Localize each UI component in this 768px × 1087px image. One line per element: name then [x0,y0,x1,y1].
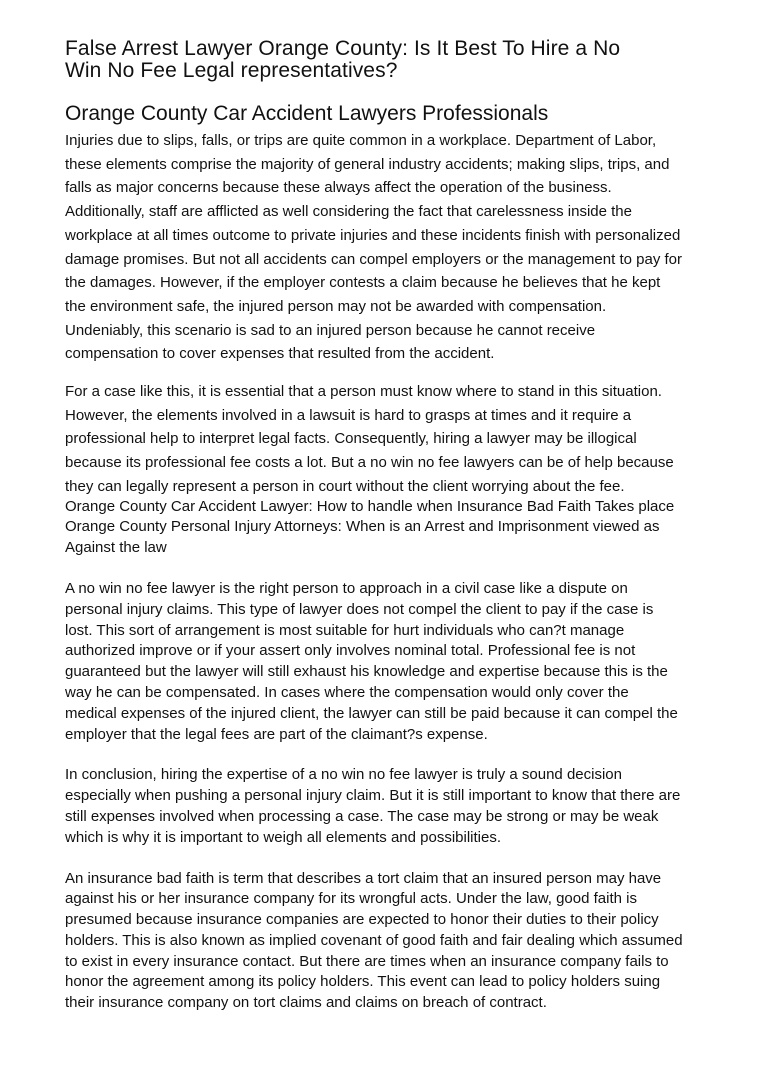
text-line: employer that the legal fees are part of the claimant?s expense. [65,725,488,743]
paragraph-case [65,380,715,499]
text-line: medical expenses of the injured client, the lawyer can still be paid because it can compel the [65,704,678,722]
text-line: damage promises. But not all accidents can compel employers or the management to pay for [65,250,682,268]
text-line: presumed because insurance companies are expected to honor their duties to their policy [65,911,659,929]
text-line: the environment safe, the injured person may not be awarded with compensation. [65,297,607,315]
text-line: against his or her insurance company for its wrongful acts. Under the law, good faith is [65,890,637,908]
text-line: For a case like this, it is essential that a person must know where to stand in this situation. [65,383,662,401]
related-link-text: Orange County Car Accident Lawyer: How to handle when Insurance Bad Faith Takes place [65,497,675,515]
document-title [65,38,715,82]
related-links [65,497,715,559]
text-line: especially when pushing a personal injury claim. But it is still important to know that there are [65,787,681,805]
text-line: their insurance company on tort claims and claims on breach of contract. [65,994,547,1012]
text-line: holders. This is also known as implied covenant of good faith and fair dealing which assumed [65,931,683,949]
paragraph-no-win-no-fee [65,579,715,745]
text-line: they can legally represent a person in court without the client worrying about the fee. [65,477,625,495]
text-line: Injuries due to slips, falls, or trips are quite common in a workplace. Department of Labor, [65,132,657,149]
text-line: which is why it is important to weigh all elements and possibilities. [65,828,502,846]
text-line: Undeniably, this scenario is sad to an injured person because he cannot receive [65,321,596,339]
document-page [65,38,715,1014]
paragraph-conclusion [65,765,715,848]
paragraph-intro [65,129,715,366]
text-line: way he can be compensated. In cases where the compensation would only cover the [65,683,629,701]
title-line: False Arrest Lawyer Orange County: Is It Best To Hire a No [65,37,621,60]
text-line: compensation to cover expenses that resulted from the accident. [65,345,495,363]
text-line: to exist in every insurance contact. But there are times when an insurance company fails to [65,952,669,970]
text-line: because its professional fee costs a lot. But a no win no fee lawyers can be of help because [65,454,674,472]
text-line: workplace at all times outcome to private injuries and these incidents finish with personalized [65,226,681,244]
text-line: lost. This sort of arrangement is most suitable for hurt individuals who can?t manage [65,621,625,639]
text-line: personal injury claims. This type of lawyer does not compel the client to pay if the case is [65,600,654,618]
text-line: still expenses involved when processing a case. The case may be strong or may be weak [65,807,659,825]
paragraph-bad-faith [65,869,715,1015]
text-line: honor the agreement among its policy holders. This event can lead to policy holders suing [65,973,661,991]
text-line: falls as major concerns because these always affect the operation of the business. [65,179,612,197]
text-line: the damages. However, if the employer contests a claim because he believes that he kept [65,274,661,292]
section-heading: Orange County Car Accident Lawyers Professionals [65,102,549,125]
text-line: In conclusion, hiring the expertise of a no win no fee lawyer is truly a sound decision [65,766,622,784]
text-line: guaranteed but the lawyer will still exhaust his knowledge and expertise because this is the [65,663,668,681]
text-line: professional help to interpret legal facts. Consequently, hiring a lawyer may be illogical [65,430,637,448]
text-line: Additionally, staff are afflicted as well considering the fact that carelessness inside the [65,203,632,221]
related-link-text: Orange County Personal Injury Attorneys: When is an Arrest and Imprisonment viewed as [65,518,660,536]
related-link-text: Against the law [65,539,167,557]
text-line: authorized improve or if your assert only involves nominal total. Professional fee is not [65,642,636,660]
text-line: A no win no fee lawyer is the right person to approach in a civil case like a dispute on [65,579,628,597]
title-line: Win No Fee Legal representatives? [65,59,398,82]
text-line: these elements comprise the majority of general industry accidents; making slips, trips, and [65,155,670,173]
text-line: An insurance bad faith is term that describes a tort claim that an insured person may have [65,869,662,887]
text-line: However, the elements involved in a lawsuit is hard to grasps at times and it require a [65,406,632,424]
